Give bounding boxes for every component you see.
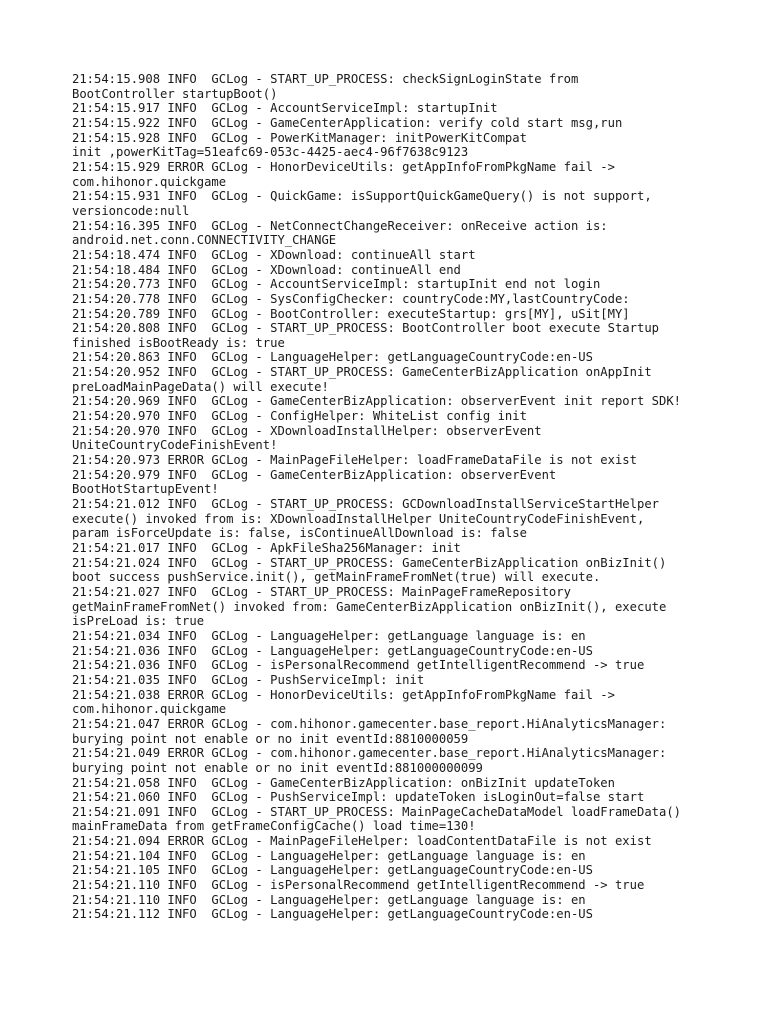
log-line: 21:54:15.922 INFO GCLog - GameCenterApplication: verify cold start msg,run (72, 115, 623, 130)
log-line: 21:54:20.778 INFO GCLog - SysConfigChecker: countryCode:MY,lastCountryCode: (72, 291, 630, 306)
log-line: 21:54:21.012 INFO GCLog - START_UP_PROCESS: GCDownloadInstallServiceStartHelper (72, 497, 659, 512)
log-line: UniteCountryCodeFinishEvent! (72, 438, 278, 453)
log-line: 21:54:21.027 INFO GCLog - START_UP_PROCESS: MainPageFrameRepository (72, 584, 571, 599)
log-line: com.hihonor.quickgame (72, 702, 227, 717)
log-line: 21:54:15.917 INFO GCLog - AccountServiceImpl: startupInit (72, 101, 498, 116)
log-line: 21:54:15.928 INFO GCLog - PowerKitManager: initPowerKitCompat (72, 130, 527, 145)
log-line: burying point not enable or no init eventId:881000000099 (72, 760, 483, 775)
log-line: boot success pushService.init(), getMainFrameFromNet(true) will execute. (72, 570, 601, 585)
log-line: BootHotStartupEvent! (72, 482, 219, 497)
log-line: 21:54:21.017 INFO GCLog - ApkFileSha256Manager: init (72, 541, 461, 555)
log-line: 21:54:20.970 INFO GCLog - XDownloadInstallHelper: observerEvent (72, 423, 542, 438)
log-line: 21:54:21.047 ERROR GCLog - com.hihonor.gamecenter.base_report.HiAnalyticsManager: (72, 716, 667, 731)
log-line: 21:54:20.863 INFO GCLog - LanguageHelper: getLanguageCountryCode:en-US (72, 350, 593, 365)
log-line: 21:54:21.035 INFO GCLog - PushServiceImpl: init (72, 672, 425, 687)
log-line: 21:54:20.808 INFO GCLog - START_UP_PROCESS: BootController boot execute Startup (72, 321, 659, 336)
log-line: 21:54:21.024 INFO GCLog - START_UP_PROCESS: GameCenterBizApplication onBizInit() (72, 555, 667, 570)
log-line: getMainFrameFromNet() invoked from: GameCenterBizApplication onBizInit(), execute (72, 599, 667, 614)
log-line: 21:54:21.060 INFO GCLog - PushServiceImpl: updateToken isLoginOut=false start (72, 790, 645, 805)
log-line: 21:54:21.058 INFO GCLog - GameCenterBizApplication: onBizInit updateToken (72, 775, 615, 790)
log-line: burying point not enable or no init eventId:8810000059 (72, 731, 469, 746)
log-line: finished isBootReady is: true (72, 335, 285, 350)
log-line: 21:54:20.789 INFO GCLog - BootController: executeStartup: grs[MY], uSit[MY] (72, 306, 630, 321)
log-line: 21:54:20.969 INFO GCLog - GameCenterBizApplication: observerEvent init report SDK! (72, 394, 682, 409)
log-line: versioncode:null (72, 203, 190, 218)
log-line: 21:54:21.036 INFO GCLog - LanguageHelper: getLanguageCountryCode:en-US (72, 643, 593, 658)
log-line: execute() invoked from is: XDownloadInstallHelper UniteCountryCodeFinishEvent, (72, 511, 645, 526)
log-line: 21:54:18.484 INFO GCLog - XDownload: continueAll end (72, 262, 461, 277)
log-line: init ,powerKitTag=51eafc69-053c-4425-aec4-96f7638c9123 (72, 145, 469, 160)
log-line: 21:54:20.952 INFO GCLog - START_UP_PROCESS: GameCenterBizApplication onAppInit (72, 365, 652, 380)
log-line: 21:54:21.105 INFO GCLog - LanguageHelper: getLanguageCountryCode:en-US (72, 863, 593, 878)
log-text-block (72, 72, 712, 922)
log-line: preLoadMainPageData() will execute! (72, 379, 329, 394)
log-line: 21:54:15.929 ERROR GCLog - HonorDeviceUtils: getAppInfoFromPkgName fail -> (72, 159, 615, 174)
log-line: 21:54:21.038 ERROR GCLog - HonorDeviceUtils: getAppInfoFromPkgName fail -> (72, 687, 615, 702)
log-line: 21:54:20.973 ERROR GCLog - MainPageFileHelper: loadFrameDataFile is not exist (72, 453, 637, 468)
log-line: 21:54:21.091 INFO GCLog - START_UP_PROCESS: MainPageCacheDataModel loadFrameData() (72, 804, 682, 819)
log-line: com.hihonor.quickgame (72, 174, 227, 189)
log-line: mainFrameData from getFrameConfigCache() load time=130! (72, 819, 476, 834)
log-line: 21:54:21.036 INFO GCLog - isPersonalRecommend getIntelligentRecommend -> true (72, 658, 645, 673)
log-line: 21:54:16.395 INFO GCLog - NetConnectChangeReceiver: onReceive action is: (72, 218, 608, 233)
log-line: 21:54:21.049 ERROR GCLog - com.hihonor.gamecenter.base_report.HiAnalyticsManager: (72, 746, 667, 761)
log-line: 21:54:20.773 INFO GCLog - AccountServiceImpl: startupInit end not login (72, 277, 601, 292)
log-line: 21:54:15.908 INFO GCLog - START_UP_PROCESS: checkSignLoginState from (72, 72, 579, 86)
log-line: 21:54:15.931 INFO GCLog - QuickGame: isSupportQuickGameQuery() is not support, (72, 189, 652, 204)
log-line: 21:54:20.979 INFO GCLog - GameCenterBizApplication: observerEvent (72, 467, 557, 482)
log-line: 21:54:21.110 INFO GCLog - isPersonalRecommend getIntelligentRecommend -> true (72, 878, 645, 893)
log-line: 21:54:21.110 INFO GCLog - LanguageHelper: getLanguage language is: en (72, 892, 586, 907)
log-line: 21:54:21.112 INFO GCLog - LanguageHelper: getLanguageCountryCode:en-US (72, 907, 593, 922)
log-line: param isForceUpdate is: false, isContinueAllDownload is: false (72, 526, 527, 541)
log-line: 21:54:21.104 INFO GCLog - LanguageHelper: getLanguage language is: en (72, 848, 586, 863)
log-line: isPreLoad is: true (72, 614, 205, 629)
log-line: 21:54:20.970 INFO GCLog - ConfigHelper: WhiteList config init (72, 409, 527, 424)
log-line: 21:54:18.474 INFO GCLog - XDownload: continueAll start (72, 247, 476, 262)
log-line: BootController startupBoot() (72, 86, 278, 101)
log-line: 21:54:21.034 INFO GCLog - LanguageHelper: getLanguage language is: en (72, 628, 586, 643)
log-line: android.net.conn.CONNECTIVITY_CHANGE (72, 233, 337, 248)
log-line: 21:54:21.094 ERROR GCLog - MainPageFileHelper: loadContentDataFile is not exist (72, 834, 652, 849)
